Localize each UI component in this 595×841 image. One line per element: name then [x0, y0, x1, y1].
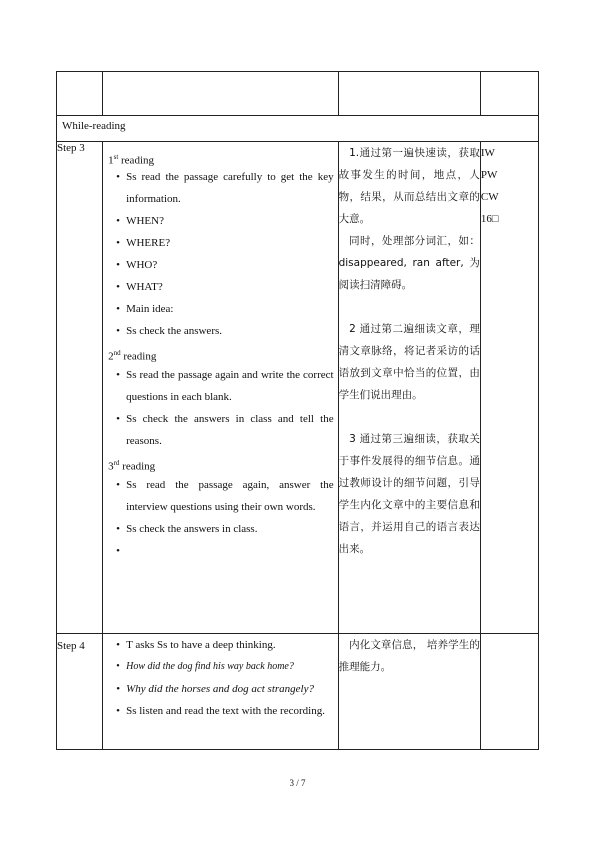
- step4-label: Step 4: [57, 634, 103, 750]
- list-item: • WHO?: [108, 254, 337, 276]
- empty-cell: [103, 72, 338, 116]
- list-item: • Ss read the passage again, answer the interview questions using their own words.: [108, 474, 337, 518]
- step4-organization: [480, 634, 538, 750]
- purpose-paragraph: 同时，处理部分词汇，如：disappeared, ran after, 为阅读扫清障碍。: [338, 235, 480, 291]
- list-item: • Ss read the passage again and write the correct questions in each blank.: [108, 364, 337, 408]
- purpose-paragraph: 内化文章信息， 培养学生的推理能力。: [338, 639, 480, 673]
- purpose-paragraph: 1.通过第一遍快速读，获取故事发生的时间，地点，人物，结果，从而总结出文章的大意。: [338, 147, 480, 225]
- empty-cell: [480, 72, 538, 116]
- step4-purpose: [338, 634, 480, 750]
- empty-cell: [57, 72, 103, 116]
- reading2-list: [108, 364, 337, 452]
- list-item: • Why did the horses and dog act strangely?: [108, 678, 337, 700]
- list-item: [108, 540, 337, 562]
- list-item: • Ss read the passage carefully to get the key information.: [108, 166, 337, 210]
- reading3-list: [108, 474, 337, 562]
- org-item: CW: [480, 191, 499, 203]
- step3-organization: [480, 142, 538, 634]
- org-item: IW: [480, 147, 495, 159]
- empty-row: [57, 72, 539, 116]
- step4-list: [108, 634, 337, 722]
- reading1-list: [108, 166, 337, 342]
- org-item: PW: [480, 169, 498, 181]
- list-item: • Ss check the answers in class.: [108, 518, 337, 540]
- step4-row: [57, 634, 539, 750]
- list-item: • WHAT?: [108, 276, 337, 298]
- step3-activities: [103, 142, 338, 634]
- lesson-plan-table: [56, 71, 539, 750]
- list-item: • WHERE?: [108, 232, 337, 254]
- list-item: • Ss listen and read the text with the recording.: [108, 700, 337, 722]
- list-item: • How did the dog find his way back home?: [108, 656, 337, 678]
- list-item: • T asks Ss to have a deep thinking.: [108, 634, 337, 656]
- list-item: • WHEN?: [108, 210, 337, 232]
- reading2-heading: 2nd reading: [108, 349, 157, 363]
- purpose-paragraph: 3 通过第三遍细读，获取关于事件发展得的细节信息。通过教师设计的细节问题，引导学生内化文章中的主要信息和语言，并运用自己的语言表达出来。: [338, 433, 480, 555]
- reading1-heading: 1st reading: [108, 153, 154, 167]
- step3-row: [57, 142, 539, 634]
- section-row: [57, 116, 539, 142]
- list-item: • Ss check the answers.: [108, 320, 337, 342]
- step3-label: Step 3: [57, 142, 103, 634]
- section-label: While-reading: [57, 116, 539, 142]
- page-number: 3 / 7: [289, 778, 306, 788]
- purpose-paragraph: 2 通过第二遍细读文章，理清文章脉络，将记者采访的话语放到文章中恰当的位置，由学生们说出理由。: [338, 323, 480, 401]
- empty-cell: [338, 72, 480, 116]
- reading3-heading: 3rd reading: [108, 459, 156, 473]
- org-item: 16□: [480, 213, 499, 225]
- list-item: • Main idea:: [108, 298, 337, 320]
- step3-purpose: [338, 142, 480, 634]
- step4-activities: [103, 634, 338, 750]
- list-item: • Ss check the answers in class and tell the reasons.: [108, 408, 337, 452]
